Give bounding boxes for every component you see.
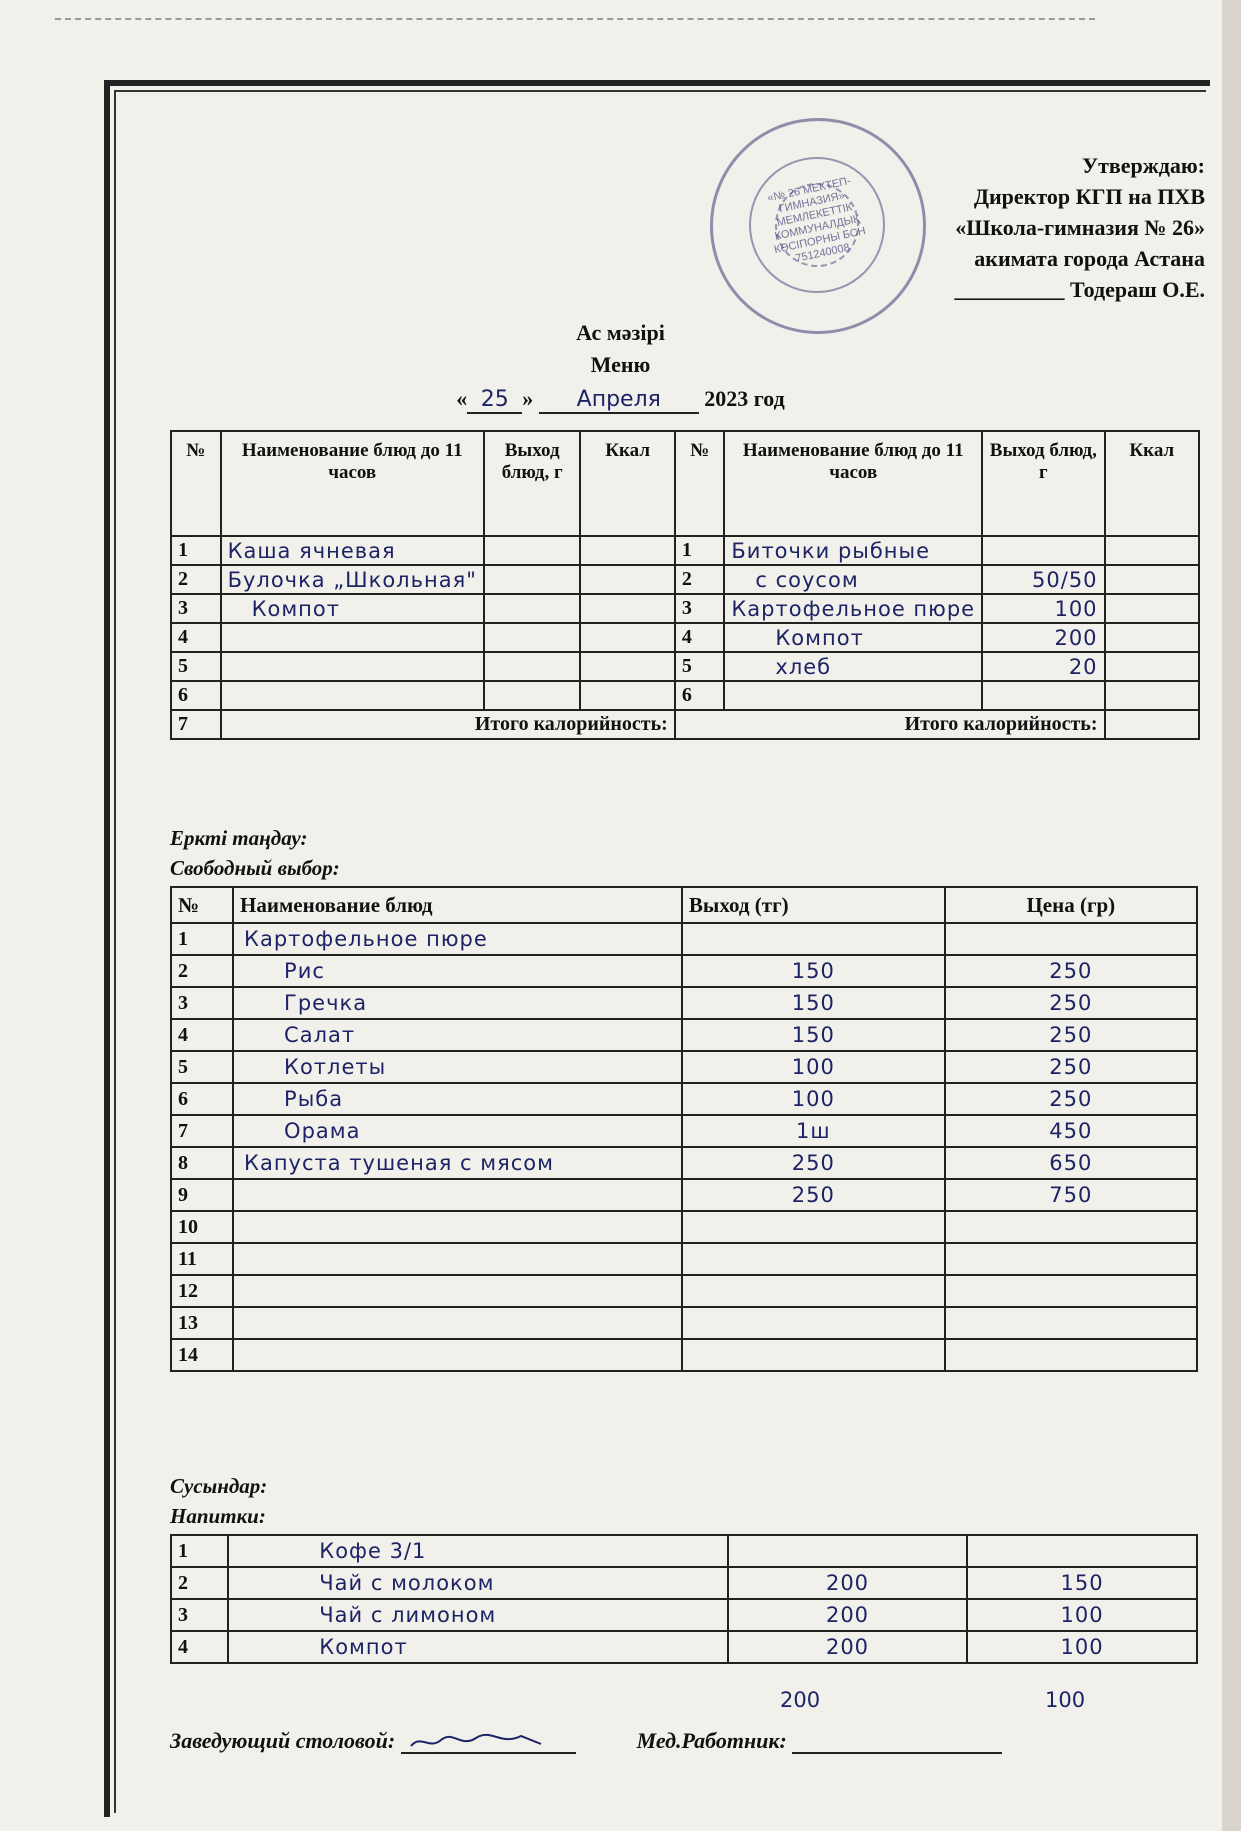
- row-num: 1: [675, 536, 725, 565]
- dish-out: 20: [982, 652, 1104, 681]
- crop-line: [55, 18, 1095, 20]
- free-choice-label-ru: Свободный выбор:: [170, 856, 340, 880]
- col-price: Цена (гр): [945, 887, 1197, 923]
- table-row: [171, 681, 1199, 710]
- row-num: 8: [171, 1147, 233, 1179]
- menu-date: [0, 386, 1241, 414]
- dish-price: 250: [945, 1019, 1197, 1051]
- drink-name: Чай с лимоном: [228, 1599, 728, 1631]
- total-value-right: [1105, 710, 1199, 739]
- dish-price: 650: [945, 1147, 1197, 1179]
- approval-line-4: акимата города Астана: [974, 246, 1205, 271]
- dish-price: [945, 1211, 1197, 1243]
- med-signature-line: [792, 1728, 1002, 1754]
- drink-name: Чай с молоком: [228, 1567, 728, 1599]
- director-name: Тодераш О.Е.: [1069, 277, 1205, 302]
- drink-out: 200: [728, 1567, 967, 1599]
- extra-drink-price: 100: [1045, 1688, 1086, 1712]
- dish-name: Компот: [724, 623, 982, 652]
- row-num: 9: [171, 1179, 233, 1211]
- row-num: 7: [171, 710, 221, 739]
- drink-price: 100: [967, 1599, 1197, 1631]
- row-num: 4: [171, 1019, 233, 1051]
- drink-out: [728, 1535, 967, 1567]
- dish-name: Картофельное пюре: [724, 594, 982, 623]
- total-row: [171, 710, 1199, 739]
- dish-out: 250: [682, 1179, 945, 1211]
- approval-line-3: «Школа-гимназия № 26»: [955, 215, 1205, 240]
- dish-price: 250: [945, 1083, 1197, 1115]
- row-num: 11: [171, 1243, 233, 1275]
- drink-out: 200: [728, 1631, 967, 1663]
- dish-name: Каша ячневая: [221, 536, 484, 565]
- table-row: [171, 623, 1199, 652]
- row-num: 2: [171, 955, 233, 987]
- dish-out: [682, 1339, 945, 1371]
- dish-out: [682, 923, 945, 955]
- dish-name: Компот: [221, 594, 484, 623]
- seal-text: «№ 26 МЕКТЕП-ГИМНАЗИЯ» МЕМЛЕКЕТТІК КОММУНАЛДЫҚ КӘСІПОРНЫ БСН 751240008: [766, 175, 867, 265]
- dish-out: 150: [682, 955, 945, 987]
- dish-name: с соусом: [724, 565, 982, 594]
- total-label-left: Итого калорийность:: [221, 710, 675, 739]
- main-table-header: [171, 431, 1199, 536]
- date-quote-open: «: [456, 386, 468, 411]
- row-num: 1: [171, 1535, 228, 1567]
- dish-kcal: [1105, 623, 1199, 652]
- dish-out: 100: [682, 1051, 945, 1083]
- approval-block: [954, 150, 1205, 305]
- extra-drink-out: 200: [780, 1688, 821, 1712]
- head-signature: [401, 1728, 576, 1754]
- drink-name: Компот: [228, 1631, 728, 1663]
- table-row: [171, 1051, 1197, 1083]
- table-row: [171, 1115, 1197, 1147]
- dish-name: Биточки рыбные: [724, 536, 982, 565]
- dish-out: [484, 652, 581, 681]
- approval-signature: [954, 274, 1205, 305]
- row-num: 3: [675, 594, 725, 623]
- dish-name: [233, 1211, 682, 1243]
- dish-out: 1ш: [682, 1115, 945, 1147]
- dish-price: 750: [945, 1179, 1197, 1211]
- dish-out: [682, 1243, 945, 1275]
- table-row: [171, 1147, 1197, 1179]
- row-num: 4: [171, 1631, 228, 1663]
- dish-name: Салат: [233, 1019, 682, 1051]
- dish-name: [221, 652, 484, 681]
- dish-name: [221, 623, 484, 652]
- dish-name: Картофельное пюре: [233, 923, 682, 955]
- med-label: Мед.Работник:: [636, 1728, 787, 1753]
- dish-name: Орама: [233, 1115, 682, 1147]
- dish-price: 450: [945, 1115, 1197, 1147]
- dish-kcal: [1105, 565, 1199, 594]
- row-num: 7: [171, 1115, 233, 1147]
- table-row: [171, 1535, 1197, 1567]
- dish-name: хлеб: [724, 652, 982, 681]
- table-row: [171, 536, 1199, 565]
- free-choice-rows: [171, 923, 1197, 1371]
- date-month: Апреля: [539, 387, 699, 414]
- table-row: [171, 923, 1197, 955]
- row-num: 1: [171, 536, 221, 565]
- drinks-label-kz: Сусындар:: [170, 1474, 268, 1498]
- dish-out: 250: [682, 1147, 945, 1179]
- dish-price: [945, 1275, 1197, 1307]
- drink-price: 150: [967, 1567, 1197, 1599]
- table-row: [171, 1243, 1197, 1275]
- dish-kcal: [1105, 594, 1199, 623]
- row-num: 5: [171, 1051, 233, 1083]
- col-num-left: №: [171, 431, 221, 536]
- drinks-table: [170, 1534, 1198, 1664]
- row-num: 6: [675, 681, 725, 710]
- drink-name: Кофе 3/1: [228, 1535, 728, 1567]
- dish-out: [682, 1307, 945, 1339]
- col-out: Выход (тг): [682, 887, 945, 923]
- dish-kcal: [1105, 652, 1199, 681]
- row-num: 4: [171, 623, 221, 652]
- approval-line-1: Утверждаю:: [1081, 153, 1205, 178]
- dish-name: Рис: [233, 955, 682, 987]
- signature-line: __________: [954, 277, 1065, 302]
- row-num: 3: [171, 1599, 228, 1631]
- row-num: 12: [171, 1275, 233, 1307]
- dish-price: [945, 923, 1197, 955]
- row-num: 6: [171, 681, 221, 710]
- row-num: 4: [675, 623, 725, 652]
- table-row: [171, 1083, 1197, 1115]
- dish-out: [484, 623, 581, 652]
- table-row: [171, 1019, 1197, 1051]
- table-row: [171, 1211, 1197, 1243]
- col-kcal-right: Ккал: [1105, 431, 1199, 536]
- col-out-left: Выход блюд, г: [484, 431, 581, 536]
- dish-out: [484, 594, 581, 623]
- free-choice-table: [170, 886, 1198, 1372]
- row-num: 14: [171, 1339, 233, 1371]
- dish-name: [233, 1307, 682, 1339]
- dish-kcal: [580, 536, 674, 565]
- table-row: [171, 1599, 1197, 1631]
- dish-out: [982, 536, 1104, 565]
- signature-icon: [401, 1728, 551, 1752]
- dish-price: 250: [945, 987, 1197, 1019]
- row-num: 2: [171, 1567, 228, 1599]
- table-row: [171, 1631, 1197, 1663]
- dish-name: [221, 681, 484, 710]
- date-quote-close: »: [522, 386, 534, 411]
- dish-kcal: [580, 681, 674, 710]
- dish-price: [945, 1339, 1197, 1371]
- table-row: [171, 1275, 1197, 1307]
- approval-line-2: Директор КГП на ПХВ: [973, 184, 1205, 209]
- footer-signatures: [170, 1728, 1002, 1754]
- dish-price: 250: [945, 1051, 1197, 1083]
- table-row: [171, 1179, 1197, 1211]
- drink-price: [967, 1535, 1197, 1567]
- row-num: 6: [171, 1083, 233, 1115]
- col-name: Наименование блюд: [233, 887, 682, 923]
- dish-out: 200: [982, 623, 1104, 652]
- col-name-right: Наименование блюд до 11 часов: [724, 431, 982, 536]
- dish-kcal: [1105, 536, 1199, 565]
- dish-price: 250: [945, 955, 1197, 987]
- dish-kcal: [580, 623, 674, 652]
- row-num: 2: [171, 565, 221, 594]
- drink-out: 200: [728, 1599, 967, 1631]
- dish-out: [682, 1211, 945, 1243]
- drinks-rows: [171, 1535, 1197, 1663]
- col-name-left: Наименование блюд до 11 часов: [221, 431, 484, 536]
- table-row: [171, 955, 1197, 987]
- row-num: 5: [171, 652, 221, 681]
- table-row: [171, 1307, 1197, 1339]
- dish-out: [484, 681, 581, 710]
- title-ru: Меню: [590, 352, 651, 377]
- head-label: Заведующий столовой:: [170, 1728, 396, 1753]
- col-kcal-left: Ккал: [580, 431, 674, 536]
- table-row: [171, 987, 1197, 1019]
- col-num: №: [171, 887, 233, 923]
- dish-name: [724, 681, 982, 710]
- dish-kcal: [580, 565, 674, 594]
- drinks-label-ru: Напитки:: [170, 1504, 266, 1528]
- dish-name: [233, 1339, 682, 1371]
- row-num: 2: [675, 565, 725, 594]
- free-choice-label-kz: Еркті таңдау:: [170, 826, 308, 850]
- dish-kcal: [580, 652, 674, 681]
- drink-price: 100: [967, 1631, 1197, 1663]
- dish-price: [945, 1243, 1197, 1275]
- dish-out: [682, 1275, 945, 1307]
- total-label-right: Итого калорийность:: [675, 710, 1105, 739]
- official-seal: [710, 118, 926, 334]
- dish-name: [233, 1179, 682, 1211]
- dish-name: Котлеты: [233, 1051, 682, 1083]
- dish-out: [484, 565, 581, 594]
- row-num: 5: [675, 652, 725, 681]
- dish-kcal: [580, 594, 674, 623]
- table-row: [171, 594, 1199, 623]
- dish-name: Гречка: [233, 987, 682, 1019]
- free-choice-header: [171, 887, 1197, 923]
- table-row: [171, 1567, 1197, 1599]
- dish-name: Булочка „Школьная": [221, 565, 484, 594]
- dish-out: 150: [682, 987, 945, 1019]
- dish-name: Капуста тушеная с мясом: [233, 1147, 682, 1179]
- row-num: 10: [171, 1211, 233, 1243]
- table-row: [171, 565, 1199, 594]
- dish-kcal: [1105, 681, 1199, 710]
- dish-name: [233, 1275, 682, 1307]
- dish-out: [982, 681, 1104, 710]
- date-day: 25: [467, 387, 522, 414]
- col-out-right: Выход блюд, г: [982, 431, 1104, 536]
- col-num-right: №: [675, 431, 725, 536]
- dish-out: 100: [982, 594, 1104, 623]
- title-kz: Ас мәзірі: [576, 320, 665, 345]
- row-num: 3: [171, 594, 221, 623]
- dish-out: 100: [682, 1083, 945, 1115]
- dish-name: [233, 1243, 682, 1275]
- row-num: 1: [171, 923, 233, 955]
- dish-out: [484, 536, 581, 565]
- row-num: 3: [171, 987, 233, 1019]
- main-menu-table: [170, 430, 1200, 740]
- row-num: 13: [171, 1307, 233, 1339]
- table-row: [171, 1339, 1197, 1371]
- date-year: 2023 год: [704, 386, 785, 411]
- dish-name: Рыба: [233, 1083, 682, 1115]
- dish-out: 150: [682, 1019, 945, 1051]
- dish-price: [945, 1307, 1197, 1339]
- dish-out: 50/50: [982, 565, 1104, 594]
- table-row: [171, 652, 1199, 681]
